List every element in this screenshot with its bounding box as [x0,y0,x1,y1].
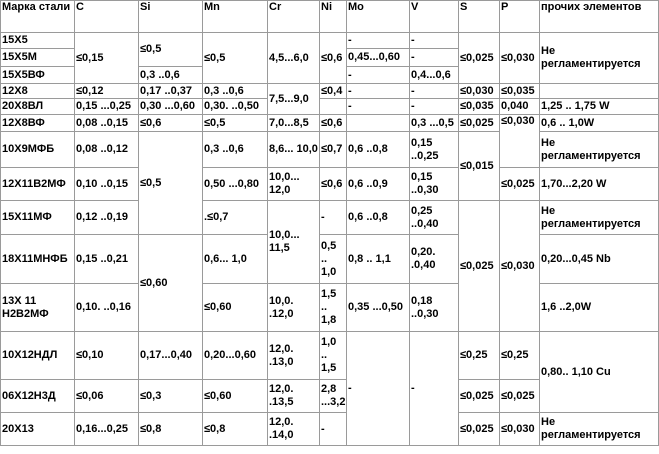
table-row [1,99,659,115]
cell-v: 0,25 ..0,40 [410,201,459,235]
cell-cr: 12,0. .13,5 [268,380,320,413]
cell-ni [320,99,347,115]
table-row [1,332,659,380]
cell-cr: 10,0... 11,5 [268,201,320,284]
cell-other: 1,6 ..2,0W [540,284,659,332]
cell-s: ≤0,025 [459,413,500,446]
cell-c: ≤0,06 [75,380,139,413]
cell-v: 0,4...0,6 [410,67,459,84]
cell-ni: ≤0,6 [320,168,347,201]
cell-s: ≤0,025 [459,33,500,84]
grade-cell: 12Х8ВФ [1,115,75,132]
cell-other: Не регламентируется [540,132,659,168]
header-ni: Ni [320,1,347,33]
table-row [1,235,659,284]
header-p: P [500,1,540,33]
cell-c: ≤0,15 [75,33,139,84]
cell-p: 0,040 [500,99,540,115]
header-mo: Mo [347,1,410,33]
cell-v: - [410,99,459,115]
cell-mo: - [347,67,410,84]
header-grade: Марка стали [1,1,75,33]
cell-mn: ≤0,5 [203,115,268,132]
cell-other: 1,70...2,20 W [540,168,659,201]
cell-p: ≤0,030 [500,33,540,84]
cell-ni: ≤0,7 [320,132,347,168]
cell-mn: ≤0,8 [203,413,268,446]
cell-c: 0,08 ..0,15 [75,115,139,132]
grade-cell: 15Х5 [1,33,75,49]
cell-other: Не регламентируется [540,201,659,235]
cell-ni: 0,5 .. 1,0 [320,235,347,284]
cell-s: ≤0,035 [459,99,500,115]
cell-v: 0,20. .0,40 [410,235,459,284]
cell-c: 0,10. ..0,16 [75,284,139,332]
cell-cr: 12,0. .14,0 [268,413,320,446]
header-cr: Cr [268,1,320,33]
cell-si: 0,3 ..0,6 [139,67,203,84]
cell-ni: - [320,201,347,235]
cell-v: 0,15 ..0,25 [410,132,459,168]
cell-p: ≤0,25 [500,332,540,380]
cell-mn: ≤0,5 [203,33,268,84]
cell-other: 0,20...0,45 Nb [540,235,659,284]
cell-v: 0,18 ..0,30 [410,284,459,332]
cell-other: 0,80.. 1,10 Cu [540,332,659,413]
cell-mn: 0,3 ..0,6 [203,132,268,168]
cell-s: ≤0,030 [459,84,500,99]
table-row [1,201,659,235]
table-row [1,284,659,332]
header-s: S [459,1,500,33]
cell-cr: 7,0...8,5 [268,115,320,132]
table-row [1,115,659,132]
grade-cell: 10Х9МФБ [1,132,75,168]
grade-cell: 15Х11МФ [1,201,75,235]
cell-v: - [410,33,459,49]
cell-other: 0,6 .. 1,0W [540,115,659,132]
table-row [1,168,659,201]
cell-mo: 0,6 ..0,8 [347,132,410,168]
cell-cr: 7,5...9,0 [268,84,320,115]
cell-ni: - [320,413,347,446]
cell-c: 0,15 ...0,25 [75,99,139,115]
cell-cr: 12,0. .13,0 [268,332,320,380]
header-row [1,1,659,33]
cell-s: ≤0,25 [459,332,500,380]
grade-cell: 15Х5М [1,49,75,67]
cell-mo: 0,6 ..0,9 [347,168,410,201]
header-c: C [75,1,139,33]
grade-cell: 12Х11В2МФ [1,168,75,201]
grade-cell: 20Х13 [1,413,75,446]
cell-p: ≤0,030 [500,201,540,332]
grade-cell: 15Х5ВФ [1,67,75,84]
grade-cell: 06Х12Н3Д [1,380,75,413]
cell-si: 0,30 ...0,60 [139,99,203,115]
cell-v: 0,3 ...0,5 [410,115,459,132]
cell-s: ≤0,025 [459,201,500,332]
cell-c: 0,10 ..0,15 [75,168,139,201]
cell-si: 0,17 ..0,37 [139,84,203,99]
table-row [1,413,659,446]
cell-si: ≤0,5 [139,132,203,235]
cell-si: ≤0,60 [139,235,203,332]
cell-p: ≤0,025 [500,168,540,201]
table-row [1,33,659,49]
cell-mn: 0,6... 1,0 [203,235,268,284]
cell-s: ≤0,025 [459,115,500,132]
cell-mn: 0,30. ..0,50 [203,99,268,115]
cell-s: ≤0,025 [459,380,500,413]
cell-other: 1,25 .. 1,75 W [540,99,659,115]
cell-c: ≤0,10 [75,332,139,380]
cell-other: Не регламентируется [540,413,659,446]
cell-cr: 10,0. .12,0 [268,284,320,332]
cell-v: - [410,49,459,67]
cell-si: ≤0,3 [139,380,203,413]
cell-mo: 0,8 .. 1,1 [347,235,410,284]
cell-ni: 1,0 .. 1,5 [320,332,347,380]
cell-other: Не регламентируется [540,33,659,84]
cell-cr: 10,0... 12,0 [268,168,320,201]
cell-ni: ≤0,6 [320,33,347,84]
cell-cr: 8,6... 10,0 [268,132,320,168]
grade-cell: 13Х 11 Н2В2МФ [1,284,75,332]
cell-mo: - [347,99,410,115]
header-other: прочих элементов [540,1,659,33]
cell-mn: .≤0,7 [203,201,268,235]
cell-mo: 0,6 ..0,8 [347,201,410,235]
cell-mn: 0,50 ...0,80 [203,168,268,201]
cell-mo: - [347,84,410,99]
cell-si: ≤0,8 [139,413,203,446]
cell-mo: 0,45...0,60 [347,49,410,67]
cell-p: ≤0,025 [500,380,540,413]
header-si: Si [139,1,203,33]
cell-c: ≤0,12 [75,84,139,99]
cell-mo: - [347,33,410,49]
grade-cell: 10Х12НДЛ [1,332,75,380]
cell-c: 0,16...0,25 [75,413,139,446]
cell-mo [347,115,410,132]
cell-ni: 1,5 .. 1,8 [320,284,347,332]
cell-cr: 4,5...6,0 [268,33,320,84]
cell-c: 0,12 ..0,19 [75,201,139,235]
cell-s: ≤0,015 [459,132,500,201]
grade-cell: 20Х8ВЛ [1,99,75,115]
cell-mo: - [347,332,410,446]
cell-v: 0,15 ..0,30 [410,168,459,201]
cell-v: - [410,332,459,446]
grade-cell: 12Х8 [1,84,75,99]
cell-mo: 0,35 ...0,50 [347,284,410,332]
cell-si: 0,17...0,40 [139,332,203,380]
cell-ni: ≤0,4 [320,84,347,99]
cell-c: 0,15 ..0,21 [75,235,139,284]
table-row [1,132,659,168]
cell-c: 0,08 ..0,12 [75,132,139,168]
cell-other [540,84,659,99]
cell-p: ≤0,030 [500,115,540,168]
cell-si: ≤0,6 [139,115,203,132]
cell-si: ≤0,5 [139,33,203,67]
cell-mn: ≤0,60 [203,284,268,332]
cell-v: - [410,84,459,99]
cell-mn: 0,20...0,60 [203,332,268,380]
cell-p: ≤0,030 [500,413,540,446]
table-row [1,84,659,99]
cell-p: ≤0,035 [500,84,540,99]
header-mn: Mn [203,1,268,33]
cell-ni: ≤0,6 [320,115,347,132]
header-v: V [410,1,459,33]
cell-mn: ≤0,60 [203,380,268,413]
cell-ni: 2,8 ...3,2 [320,380,347,413]
cell-mn: 0,3 ..0,6 [203,84,268,99]
grade-cell: 18Х11МНФБ [1,235,75,284]
